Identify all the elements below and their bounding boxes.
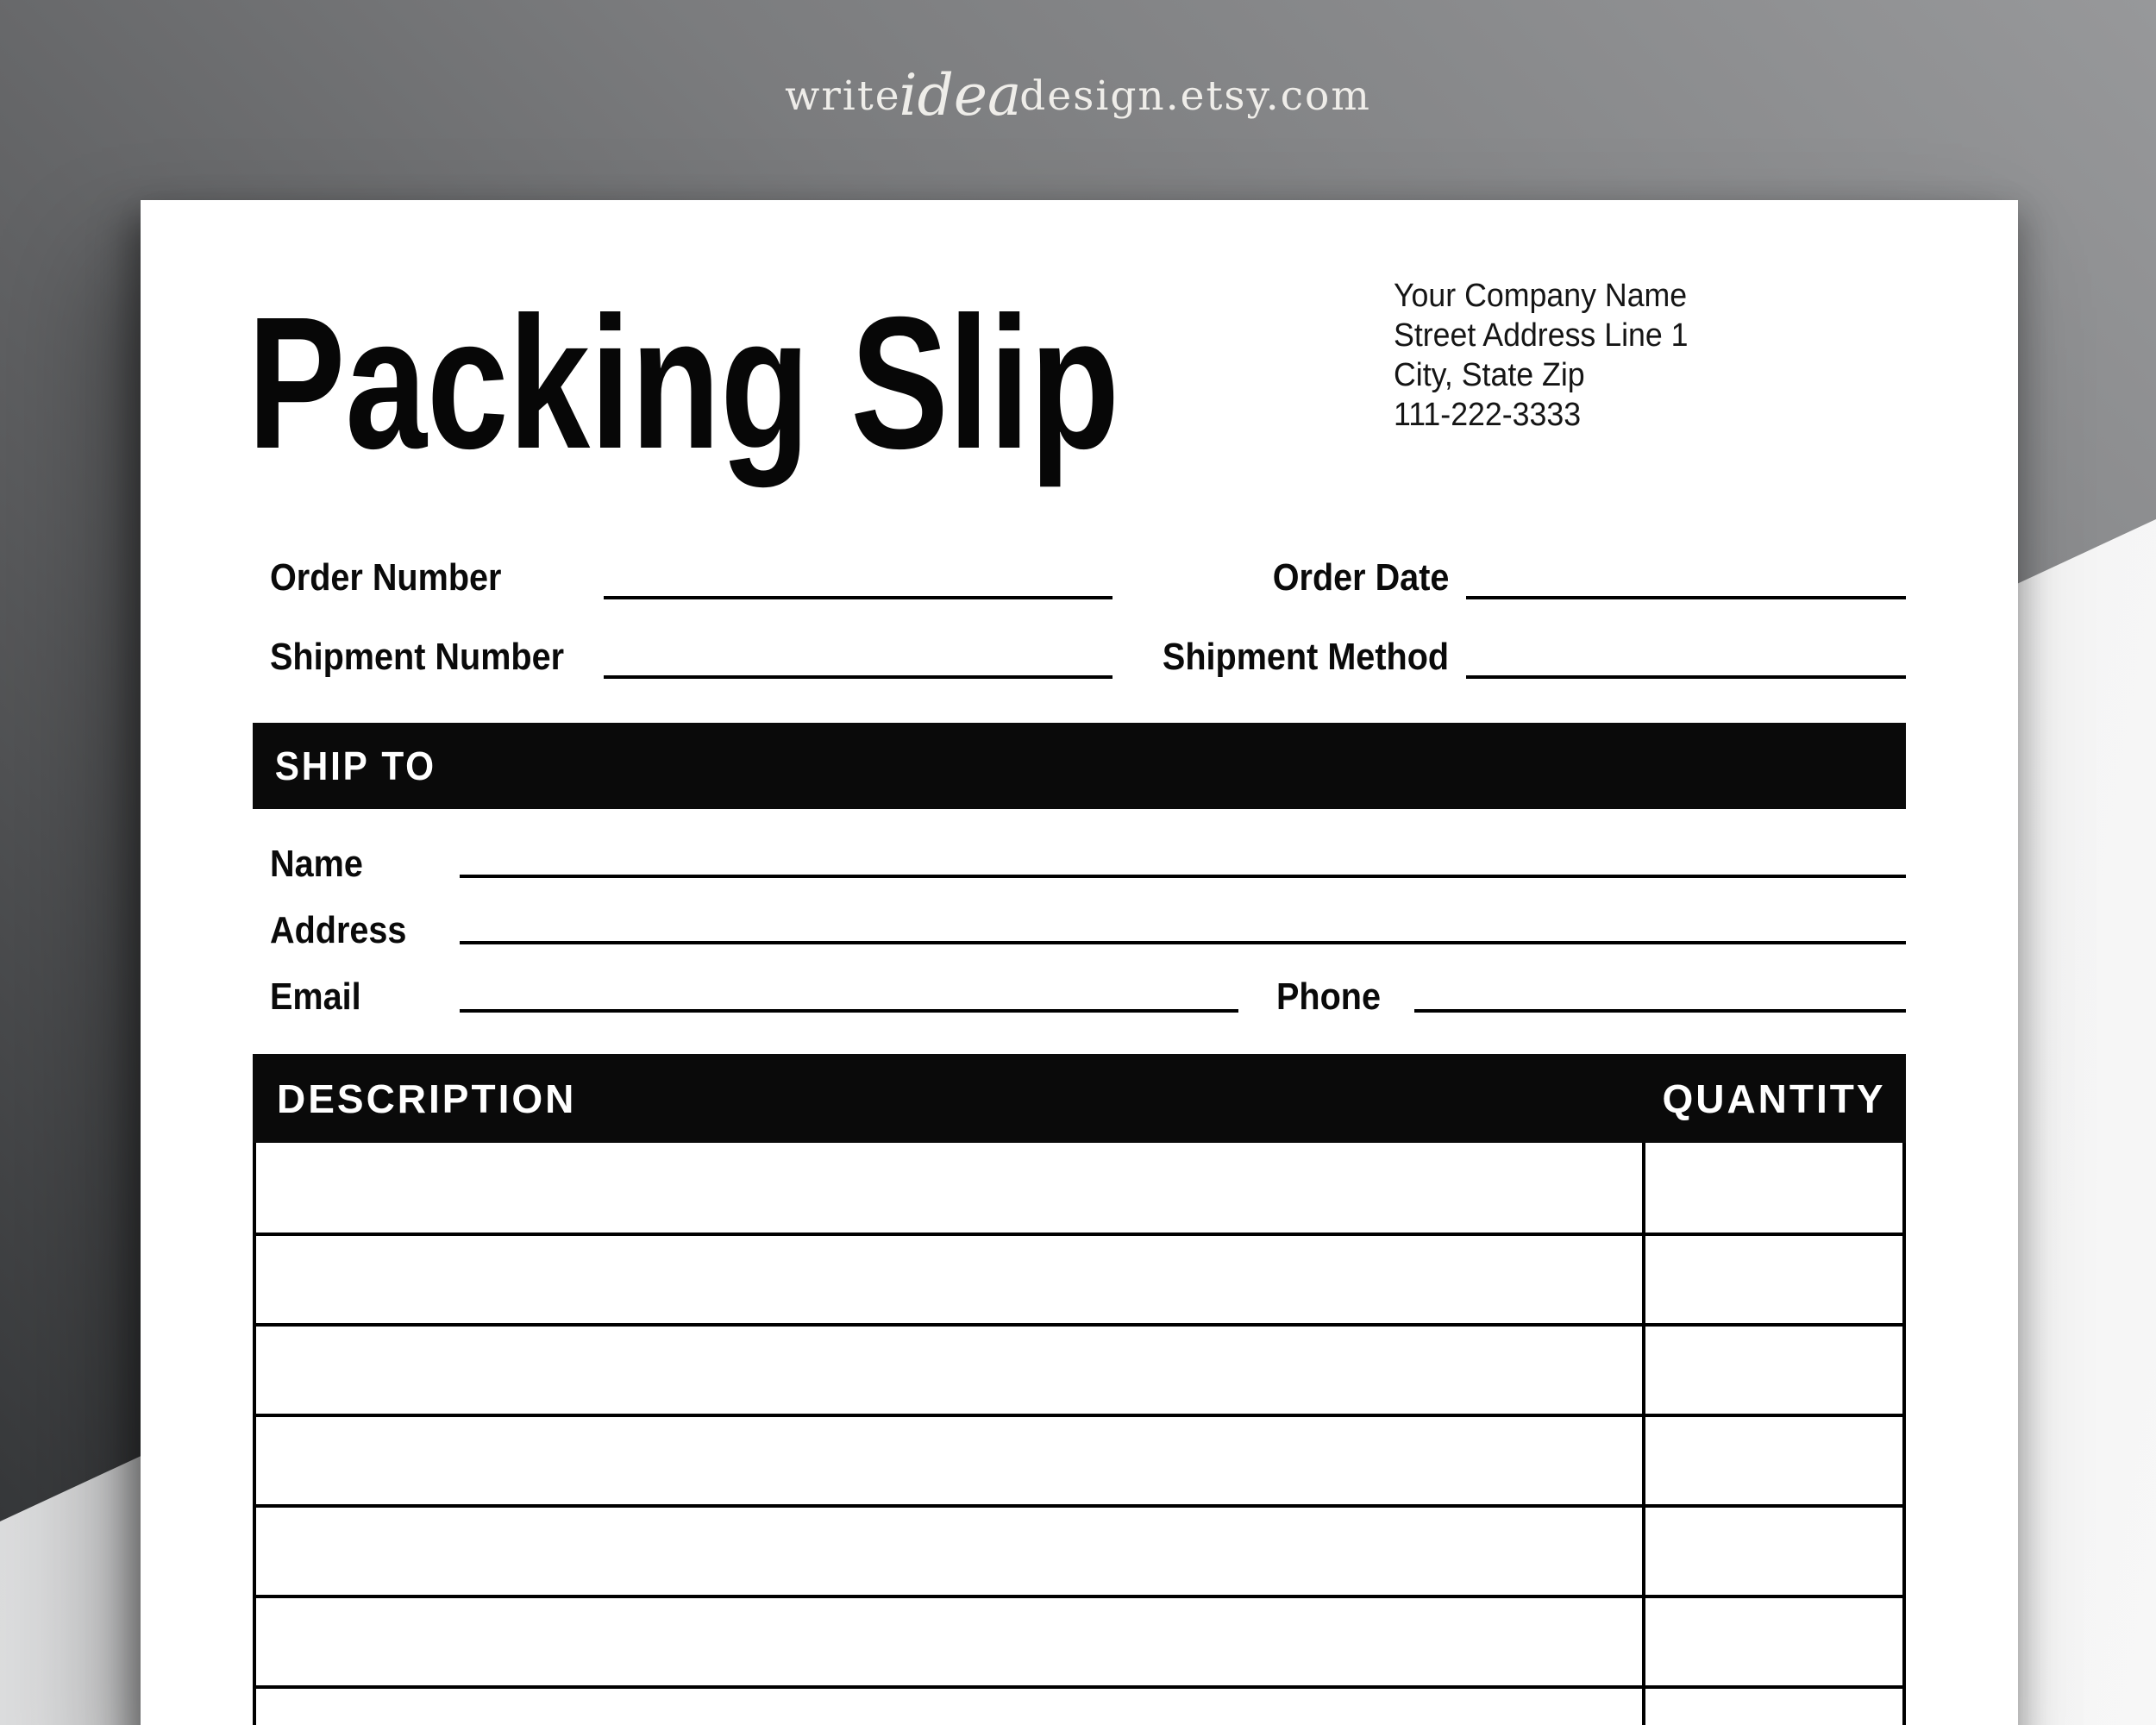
quantity-cell	[1639, 1236, 1902, 1323]
table-body	[253, 1143, 1906, 1725]
quantity-cell	[1639, 1417, 1902, 1504]
watermark-script: idea	[899, 62, 1022, 129]
packing-slip-sheet	[141, 200, 2018, 1725]
company-phone: 111-222-3333	[1394, 397, 1582, 433]
ship-to-header: SHIP TO	[274, 743, 436, 788]
quantity-cell	[1639, 1508, 1902, 1595]
description-cell	[256, 1689, 1639, 1725]
ship-to-name-label: Name	[270, 843, 363, 885]
company-address: Street Address Line 1	[1394, 317, 1689, 354]
watermark-post: design.etsy.com	[1019, 72, 1371, 120]
ship-to-header-bar	[253, 723, 1906, 809]
table-row	[256, 1508, 1902, 1598]
quantity-cell	[1639, 1598, 1902, 1685]
order-date-line	[1466, 596, 1906, 599]
company-block	[1394, 276, 1689, 435]
ship-to-phone-line	[1414, 1009, 1906, 1013]
shipment-method-label: Shipment Method	[1162, 636, 1449, 678]
company-name: Your Company Name	[1394, 278, 1688, 314]
items-table	[253, 1054, 1906, 1725]
table-row	[256, 1689, 1902, 1725]
page-title: Packing Slip	[248, 279, 1120, 488]
order-number-label: Order Number	[270, 556, 502, 599]
watermark-pre: write	[785, 72, 901, 120]
shipment-number-label: Shipment Number	[270, 636, 565, 678]
quantity-column-divider	[1642, 1143, 1645, 1725]
watermark	[0, 62, 2156, 129]
ship-to-address-line	[460, 941, 1906, 944]
description-column-header: DESCRIPTION	[277, 1076, 577, 1121]
shipment-method-line	[1466, 675, 1906, 679]
description-cell	[256, 1417, 1639, 1504]
ship-to-email-label: Email	[270, 975, 361, 1018]
shipment-number-line	[604, 675, 1112, 679]
ship-to-phone-label: Phone	[1276, 975, 1382, 1018]
items-table-header-bar	[253, 1054, 1906, 1143]
quantity-cell	[1639, 1143, 1902, 1233]
order-number-line	[604, 596, 1112, 599]
quantity-cell	[1639, 1689, 1902, 1725]
description-cell	[256, 1327, 1639, 1414]
table-row	[256, 1417, 1902, 1508]
company-city-state-zip: City, State Zip	[1394, 357, 1585, 393]
quantity-column-header: QUANTITY	[1662, 1076, 1886, 1121]
ship-to-name-line	[460, 875, 1906, 878]
order-date-label: Order Date	[1272, 556, 1449, 599]
ship-to-email-line	[460, 1009, 1238, 1013]
description-cell	[256, 1508, 1639, 1595]
ship-to-address-label: Address	[270, 909, 407, 951]
description-cell	[256, 1598, 1639, 1685]
table-row	[256, 1143, 1902, 1236]
table-row	[256, 1327, 1902, 1417]
description-cell	[256, 1236, 1639, 1323]
table-row	[256, 1236, 1902, 1327]
description-cell	[256, 1143, 1639, 1233]
quantity-cell	[1639, 1327, 1902, 1414]
table-row	[256, 1598, 1902, 1689]
